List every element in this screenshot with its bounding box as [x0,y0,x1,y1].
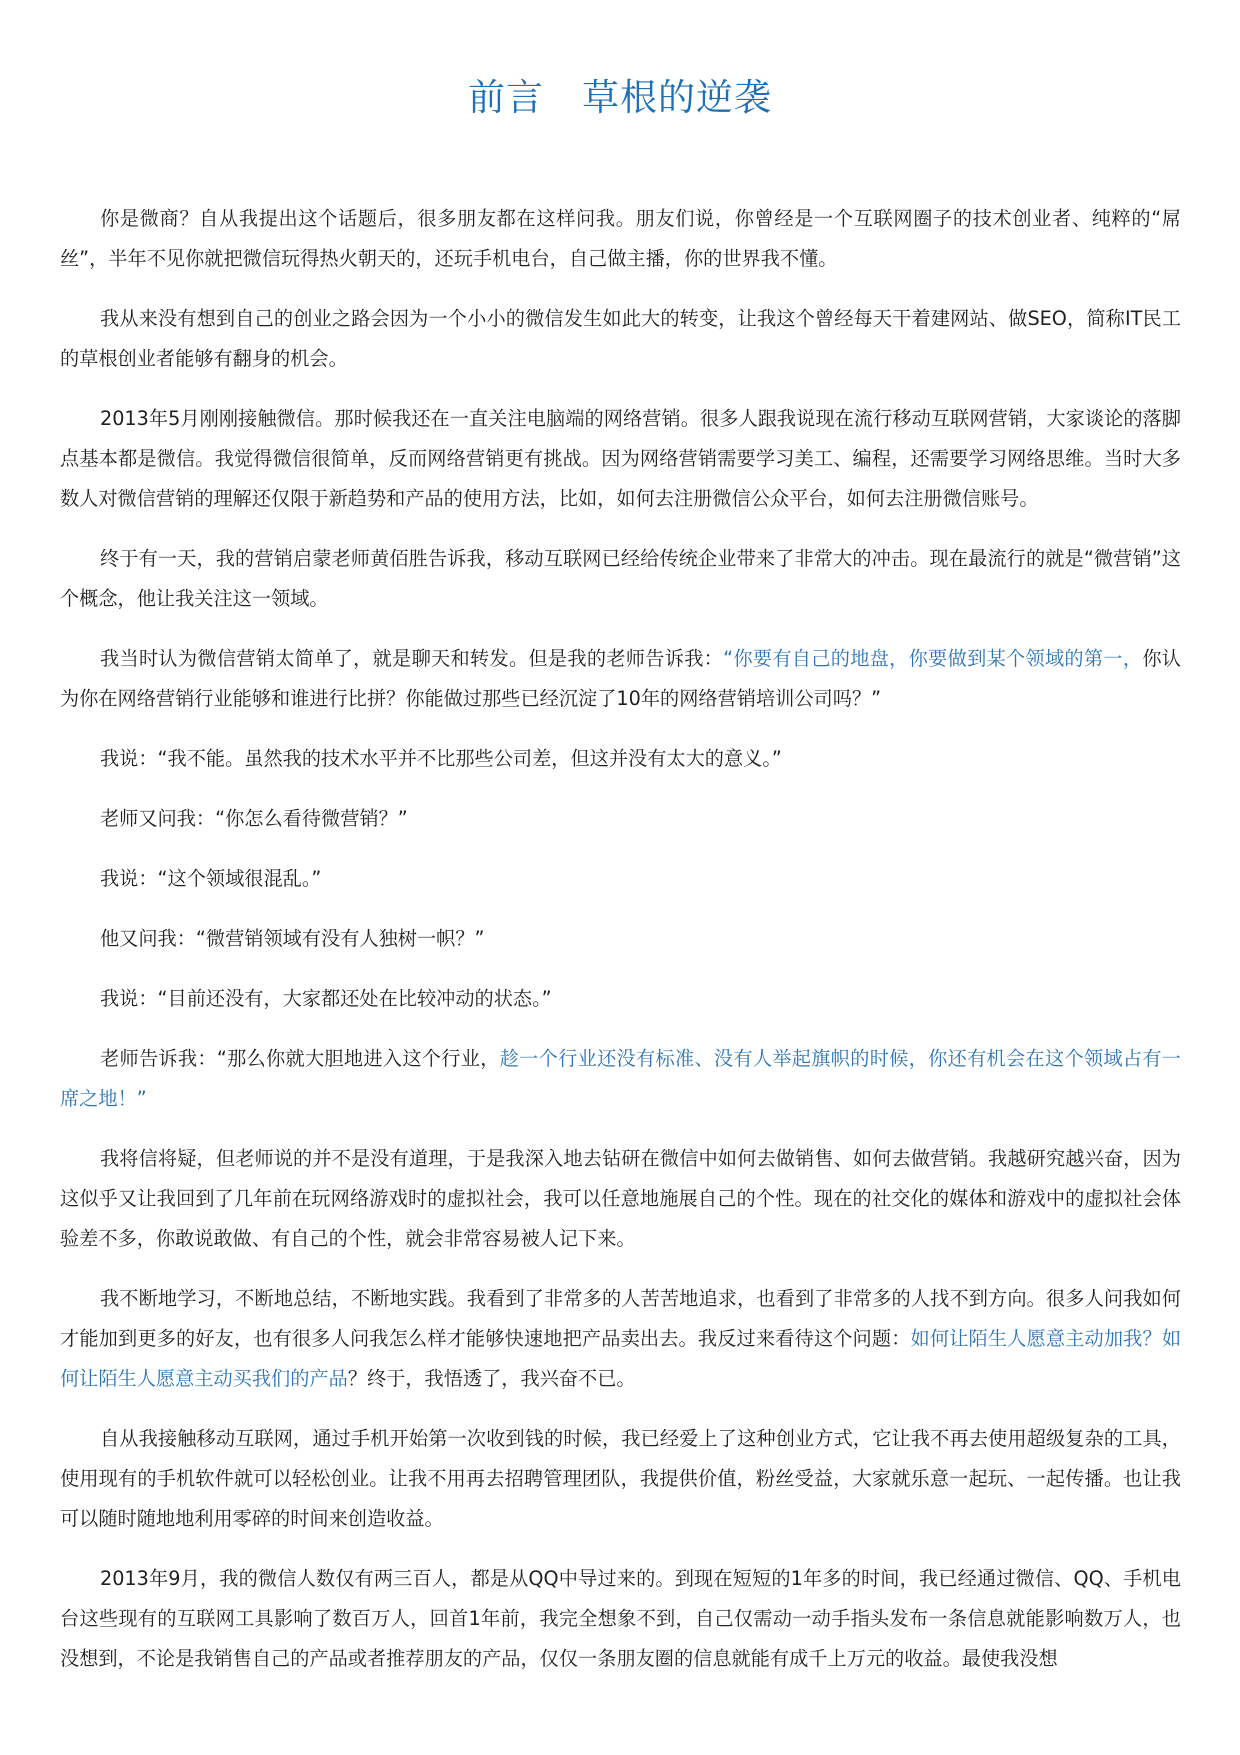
paragraph-text: 我说：“目前还没有，大家都还处在比较冲动的状态。” [100,987,552,1010]
paragraph [60,1039,1181,1119]
highlighted-quote: “你要有自己的地盘，你要做到某个领域的第一， [723,647,1143,670]
paragraph-text: 我说：“这个领域很混乱。” [100,867,322,890]
paragraph [60,1139,1181,1259]
paragraph [60,199,1181,279]
paragraph [60,639,1181,719]
paragraph-text: 你是微商？自从我提出这个话题后，很多朋友都在这样问我。朋友们说，你曾经是一个互联网圈子的技术创业者、纯粹的“屌丝”，半年不见你就把微信玩得热火朝天的，还玩手机电台，自己做主播，你的世界我不懂。 [60,207,1181,270]
highlighted-quote: 趁一个行业还没有标准、没有人举起旗帜的时候，你还有机会在这个领域占有一席之地！” [60,1047,1181,1110]
paragraph [60,859,1181,899]
paragraph [60,1419,1181,1539]
paragraph-text: 他又问我：“微营销领域有没有人独树一帜？” [100,927,485,950]
paragraph-text: 我不断地学习，不断地总结，不断地实践。我看到了非常多的人苦苦地追求，也看到了非常多的人找不到方向。很多人问我如何才能加到更多的好友，也有很多人问我怎么样才能够快速地把产品卖出去。我反过来看待这个问题： [60,1287,1181,1350]
paragraph [60,979,1181,1019]
page-title: 前言 草根的逆袭 [468,76,772,119]
paragraph [60,739,1181,779]
paragraph [60,299,1181,379]
paragraph-text: 2013年5月刚刚接触微信。那时候我还在一直关注电脑端的网络营销。很多人跟我说现在流行移动互联网营销，大家谈论的落脚点基本都是微信。我觉得微信很简单，反而网络营销更有挑战。因为网络营销需要学习美工、编程，还需要学习网络思维。当时大多数人对微信营销的理解还仅限于新趋势和产品的使用方法，比如，如何去注册微信公众平台，如何去注册微信账号。 [60,407,1181,510]
paragraph [60,1279,1181,1399]
paragraph-text: 你认为你在网络营销行业能够和谁进行比拼？你能做过那些已经沉淀了10年的网络营销培训公司吗？” [60,647,1181,710]
paragraph-text: 我说：“我不能。虽然我的技术水平并不比那些公司差，但这并没有太大的意义。” [100,747,782,770]
paragraph-text: 我将信将疑，但老师说的并不是没有道理，于是我深入地去钻研在微信中如何去做销售、如何去做营销。我越研究越兴奋，因为这似乎又让我回到了几年前在玩网络游戏时的虚拟社会，我可以任意地施展自己的个性。现在的社交化的媒体和游戏中的虚拟社会体验差不多，你敢说敢做、有自己的个性，就会非常容易被人记下来。 [60,1147,1181,1250]
paragraph-text: 老师告诉我：“那么你就大胆地进入这个行业， [100,1047,500,1070]
highlighted-quote: 如何让陌生人愿意主动加我？如何让陌生人愿意主动买我们的产品 [60,1327,1182,1390]
paragraph-text: 终于有一天，我的营销启蒙老师黄佰胜告诉我，移动互联网已经给传统企业带来了非常大的冲击。现在最流行的就是“微营销”这个概念，他让我关注这一领域。 [60,547,1181,610]
paragraph-text: ？终于，我悟透了，我兴奋不已。 [347,1367,636,1390]
paragraph-text: 老师又问我：“你怎么看待微营销？” [100,807,408,830]
paragraph-text: 2013年9月，我的微信人数仅有两三百人，都是从QQ中导过来的。到现在短短的1年多的时间，我已经通过微信、QQ、手机电台这些现有的互联网工具影响了数百万人，回首1年前，我完全想象不到，自己仅需动一动手指头发布一条信息就能影响数万人，也没想到，不论是我销售自己的产品或者推荐朋友的产品，仅仅一条朋友圈的信息就能有成千上万元的收益。最使我没想 [60,1567,1181,1670]
paragraph-text: 自从我接触移动互联网，通过手机开始第一次收到钱的时候，我已经爱上了这种创业方式，它让我不再去使用超级复杂的工具，使用现有的手机软件就可以轻松创业。让我不用再去招聘管理团队，我提供价值，粉丝受益，大家就乐意一起玩、一起传播。也让我可以随时随地地利用零碎的时间来创造收益。 [60,1427,1181,1530]
paragraph [60,799,1181,839]
paragraph [60,399,1181,519]
paragraph-text: 我当时认为微信营销太简单了，就是聊天和转发。但是我的老师告诉我： [100,647,724,670]
document-body [60,199,1181,1699]
paragraph-text: 我从来没有想到自己的创业之路会因为一个小小的微信发生如此大的转变，让我这个曾经每天干着建网站、做SEO，简称IT民工的草根创业者能够有翻身的机会。 [60,307,1181,370]
paragraph [60,1559,1181,1679]
paragraph [60,539,1181,619]
paragraph [60,919,1181,959]
